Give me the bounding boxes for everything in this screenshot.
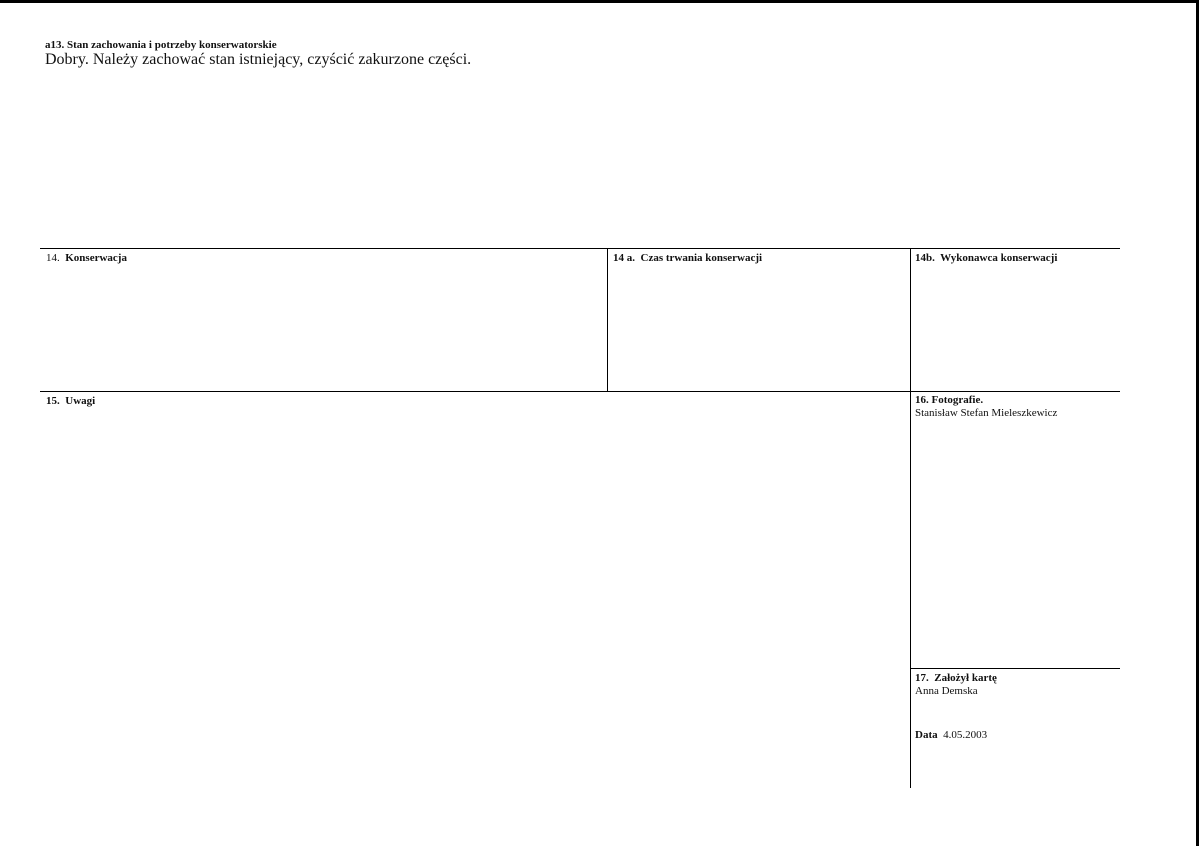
section-14a-label: 14 a. Czas trwania konserwacji	[613, 252, 763, 264]
section-13-value: Dobry. Należy zachować stan istniejący, czyścić zakurzone części.	[45, 51, 472, 68]
section-13-label: a13. Stan zachowania i potrzeby konserwatorskie	[45, 39, 277, 51]
section-16-label: 16. Fotografie.	[915, 394, 984, 406]
column-divider-right	[910, 248, 911, 788]
section-14-number: 14.	[46, 252, 60, 264]
section-14b-label: 14b. Wykonawca konserwacji	[915, 252, 1058, 264]
section-16-value: Stanisław Stefan Mieleszkewicz	[915, 407, 1058, 419]
date-value: 4.05.2003	[943, 729, 988, 741]
section-17-label: 17. Założył kartę	[915, 672, 997, 684]
scan-edge-top	[0, 0, 1199, 3]
date-label: Data	[915, 729, 938, 741]
date-field	[915, 729, 987, 741]
row-divider-16-17	[910, 668, 1120, 669]
table-top-border	[40, 248, 1120, 249]
section-17-value: Anna Demska	[915, 685, 978, 697]
section-14-label	[46, 252, 127, 264]
section-15-label: 15. Uwagi	[46, 395, 96, 407]
section-14-title: Konserwacja	[65, 252, 127, 264]
row-divider-14-15	[40, 391, 1120, 392]
column-divider-14-14a	[607, 248, 608, 392]
